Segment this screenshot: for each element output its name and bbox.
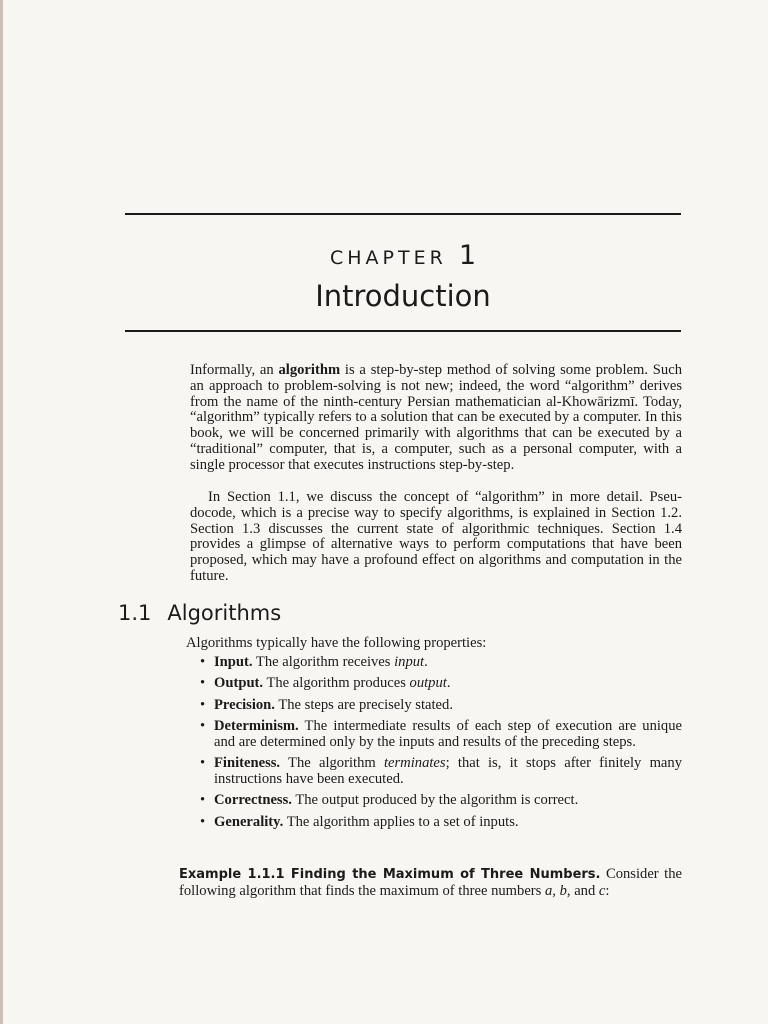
property-term: Input. (214, 654, 253, 670)
chapter-bottom-rule (125, 330, 681, 332)
property-term: Finiteness. (214, 755, 281, 772)
property-item-output (200, 675, 682, 691)
property-text: The algorithm receives (252, 654, 395, 670)
property-item-input (200, 654, 682, 670)
property-text: The output produced by the algorithm is correct. (291, 792, 579, 809)
chapter-word: CHAPTER (329, 247, 447, 269)
chapter-label (0, 240, 768, 271)
variable-c: c (598, 883, 606, 899)
property-term: Generality. (214, 813, 284, 830)
intro-paragraph-1 (190, 363, 682, 474)
property-item-determinism (200, 718, 682, 750)
chapter-top-rule (125, 213, 681, 215)
property-emphasis: input (394, 654, 425, 670)
example-sep: , and (566, 883, 599, 899)
property-text-end: . (424, 654, 428, 670)
property-emphasis: output (409, 675, 447, 692)
properties-intro: Algorithms typically have the following properties: (186, 635, 487, 651)
section-heading (118, 601, 281, 625)
section-number: 1.1 (118, 601, 152, 625)
property-text: The algorithm applies to a set of inputs. (283, 813, 519, 830)
intro-paragraph-2: In Section 1.1, we discuss the concept of “algorithm” in more detail. Pseudocode, which is a precise way to specify algorithms, is explained in Section 1.2. Section 1.3 discusses the current state of algorithmic techniques. Section 1.4 provides a glimpse of alternative ways to perform computations that have been proposed, which may have a profound effect on algorithms and computation in the future. (190, 489, 682, 584)
property-text-end: . (446, 675, 451, 692)
property-text: The algorithm produces (263, 675, 410, 692)
property-term: Determinism. (214, 717, 299, 734)
properties-list (200, 654, 682, 835)
section-title: Algorithms (167, 601, 282, 625)
example-paragraph (179, 866, 682, 900)
algorithm-term: algorithm (278, 362, 341, 378)
example-text: Consider the following algorithm that finds the maximum of three numbers (179, 866, 682, 899)
page-binding-edge (0, 0, 3, 1024)
example-sep: , (552, 883, 560, 899)
property-item-generality (200, 814, 682, 830)
property-item-finiteness (200, 755, 682, 787)
property-term: Correctness. (214, 792, 292, 809)
property-emphasis: terminates (383, 755, 446, 772)
property-term: Output. (214, 675, 264, 692)
chapter-number: 1 (458, 240, 476, 271)
property-text: The intermediate results of each step of execution are unique and are determined only by the inputs and results of the preceding steps. (214, 717, 682, 750)
property-term: Precision. (214, 696, 275, 713)
variable-a: a (545, 883, 553, 899)
property-text: The algorithm (280, 755, 384, 772)
example-heading: Example 1.1.1 Finding the Maximum of Three Numbers. (179, 867, 601, 882)
example-end: : (605, 883, 610, 899)
variable-b: b (559, 883, 567, 899)
property-item-precision (200, 697, 682, 713)
property-item-correctness (200, 792, 682, 808)
p1-rest: is a step-by-step method of solving some problem. Such an approach to problem-solving is not new; indeed, the word “algorithm” derives from the name of the ninth-century Persian mathematician al-Khowārizmī. Today, “algorithm” typically refers to a solution that can be executed by a computer. In this book, we will be concerned primarily with algorithms that can be executed by a “traditional” computer, that is, a computer, such as a personal computer, with a single processor that executes instructions step-by-step. (190, 362, 682, 473)
property-text: The steps are precisely stated. (274, 696, 453, 713)
p1-lead: Informally, an (190, 362, 279, 378)
property-text-end: ; that is, it stops after finitely many instructions have been executed. (214, 755, 682, 788)
chapter-title: Introduction (315, 279, 491, 313)
